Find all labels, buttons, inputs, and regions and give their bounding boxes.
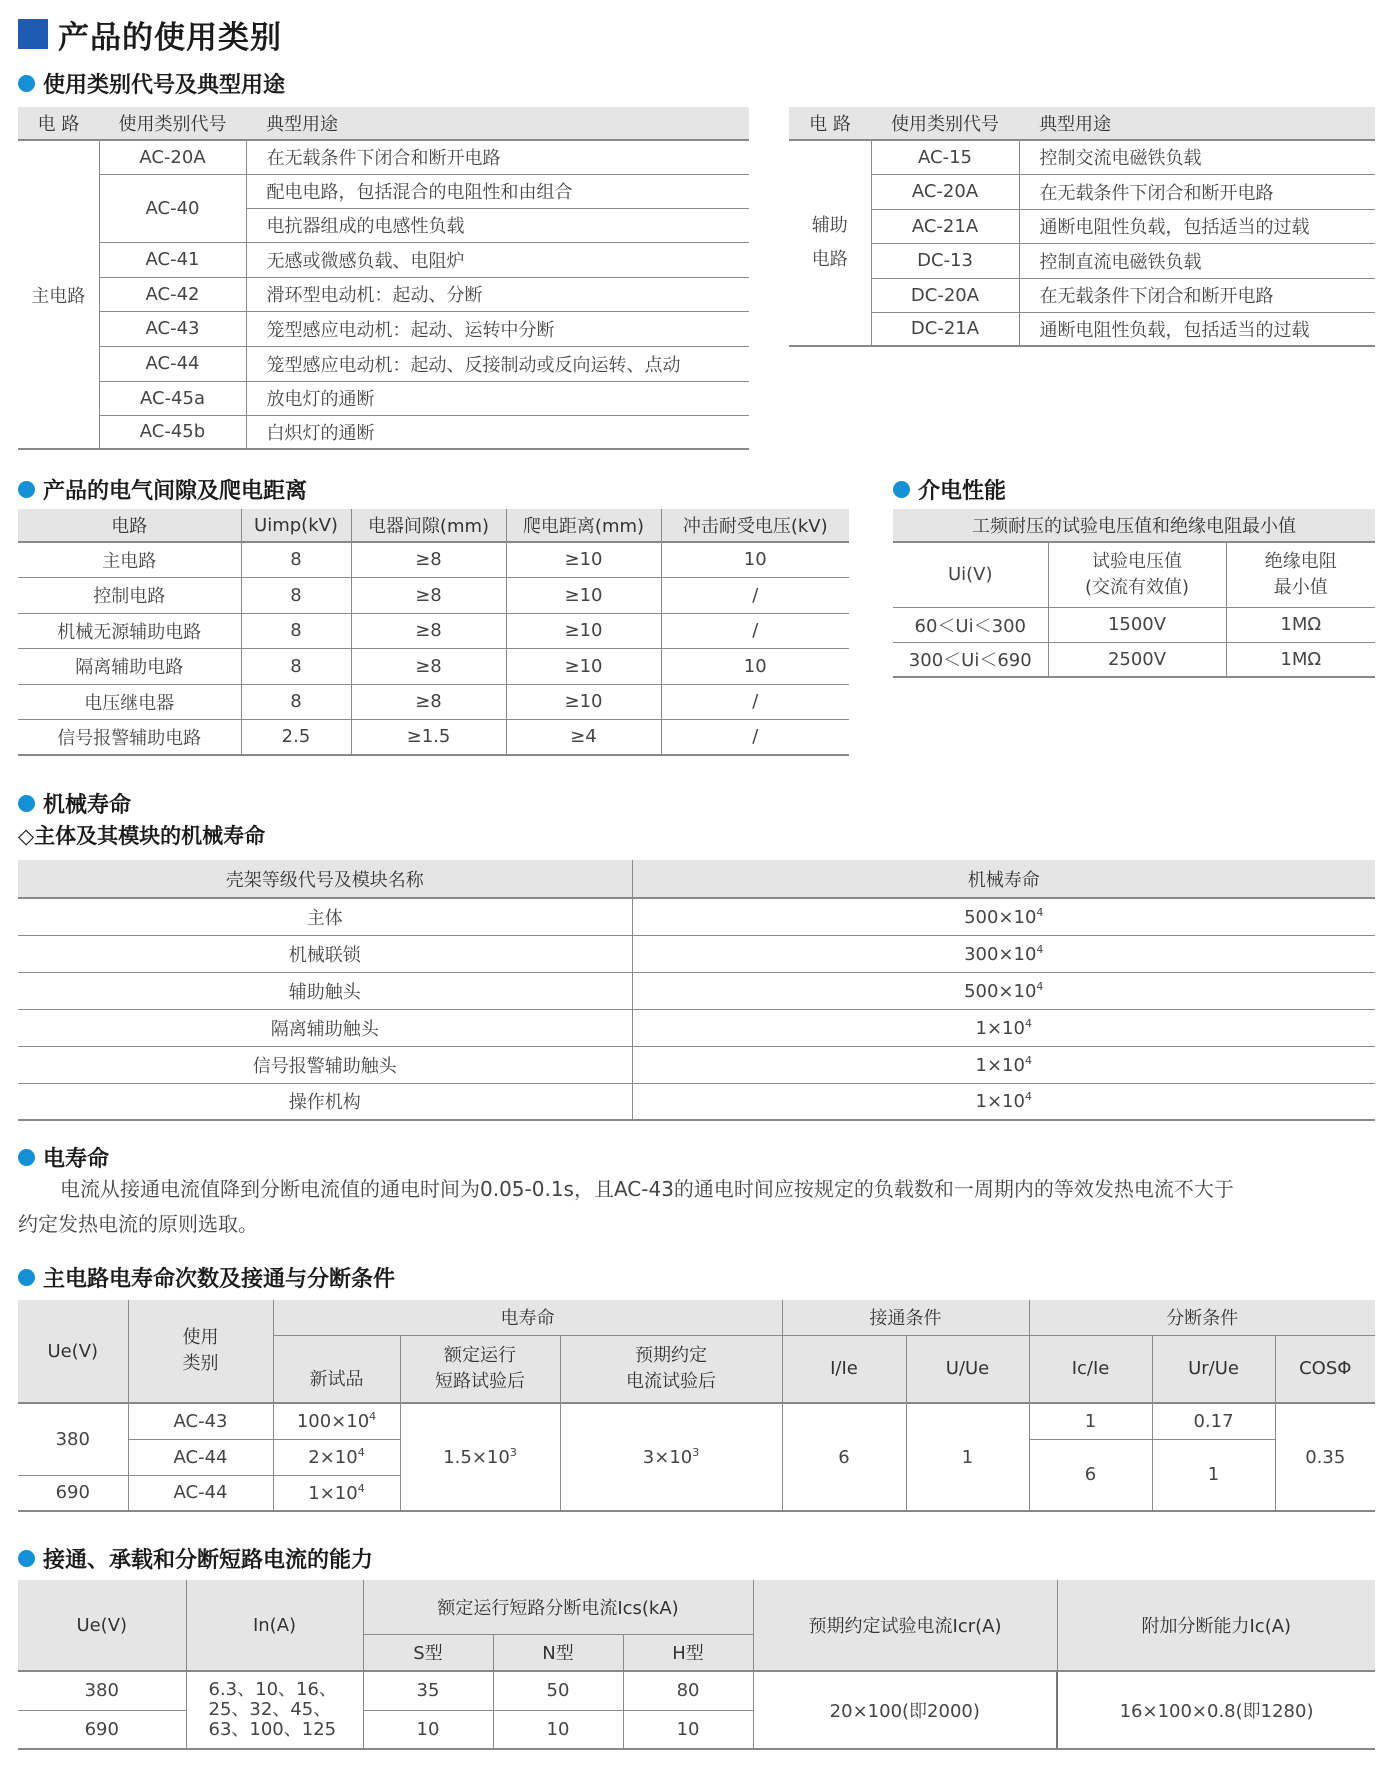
table-row: 380 6.3、10、16、 25、32、45、 63、100、125 35 50 80 20×100(即2000) 16×100×0.8(即1280) <box>18 1671 1375 1710</box>
table-row: 电压继电器 8 ≥8 ≥10 / <box>18 684 849 719</box>
bullet-dot-icon <box>18 1149 35 1166</box>
table-row: 电抗器组成的电感性负载 <box>18 208 749 242</box>
table-row: 辅助 电路 AC-15 控制交流电磁铁负载 <box>789 140 1375 174</box>
table-row: 操作机构 $1\times 10^4$ <box>18 1083 1375 1120</box>
table-row: AC-43 笼型感应电动机：起动、运转中分断 <box>18 311 749 346</box>
mech-life-subtitle: ◇主体及其模块的机械寿命 <box>18 824 266 848</box>
main-circuit-life-table <box>18 1300 1375 1512</box>
table-caption-row: 工频耐压的试验电压值和绝缘电阻最小值 <box>893 509 1375 542</box>
section-dielectric-heading: 介电性能 <box>893 474 1006 505</box>
table-row: 机械联锁 $300\times 10^4$ <box>18 935 1375 972</box>
clearance-table <box>18 509 849 756</box>
table-row: DC-13 控制直流电磁铁负载 <box>789 243 1375 278</box>
section-short-circuit-heading: 接通、承载和分断短路电流的能力 <box>18 1543 373 1574</box>
table-header-row: Ue(V) In(A) 额定运行短路分断电流Ics(kA) 预期约定试验电流Icr(A) 附加分断能力Ic(A) <box>18 1580 1375 1634</box>
table-header-row: 壳架等级代号及模块名称 机械寿命 <box>18 860 1375 898</box>
table-row: 60＜Ui＜300 1500V 1MΩ <box>893 607 1375 642</box>
page-title-text: 产品的使用类别 <box>58 19 282 56</box>
title-square-icon <box>18 19 48 49</box>
bullet-dot-icon <box>893 481 910 498</box>
table-row: 机械无源辅助电路 8 ≥8 ≥10 / <box>18 613 849 648</box>
table-header-row: 电 路 使用类别代号 典型用途 <box>18 107 749 140</box>
table-row: 690 10 10 10 <box>18 1710 1375 1749</box>
section-elec-life-heading: 电寿命 <box>18 1142 109 1173</box>
table-row: AC-45b 白炽灯的通断 <box>18 415 749 449</box>
table-row: 隔离辅助电路 8 ≥8 ≥10 10 <box>18 648 849 684</box>
table-header-row: Ue(V) 使用 类别 电寿命 接通条件 分断条件 <box>18 1300 1375 1335</box>
bullet-dot-icon <box>18 1269 35 1286</box>
table-row: 主体 $500\times 10^4$ <box>18 898 1375 935</box>
table-row: 信号报警辅助触头 $1\times 10^4$ <box>18 1046 1375 1083</box>
table-row: AC-20A 在无载条件下闭合和断开电路 <box>789 174 1375 209</box>
table-row: AC-45a 放电灯的通断 <box>18 381 749 415</box>
short-circuit-table <box>18 1580 1375 1750</box>
table-row: AC-44 $2\times 10^4$ 6 1 <box>18 1439 1375 1475</box>
group-main-circuit: 主电路 <box>18 140 99 449</box>
mech-life-table <box>18 860 1375 1121</box>
table-row: AC-41 无感或微感负载、电阻炉 <box>18 242 749 277</box>
bullet-dot-icon <box>18 75 35 92</box>
group-aux-circuit: 辅助 电路 <box>789 140 871 346</box>
table-row: DC-20A 在无载条件下闭合和断开电路 <box>789 278 1375 312</box>
table-header-row: Ui(V) 试验电压值 (交流有效值) 绝缘电阻 最小值 <box>893 542 1375 607</box>
table-row: 300＜Ui＜690 2500V 1MΩ <box>893 642 1375 677</box>
table-row: 主电路 8 ≥8 ≥10 10 <box>18 542 849 577</box>
dielectric-table <box>893 509 1375 678</box>
table-row: AC-21A 通断电阻性负载，包括适当的过载 <box>789 209 1375 243</box>
section-mech-life-heading: 机械寿命 <box>18 788 131 819</box>
table-row: 380 AC-43 $100\times 10^4$ $1.5\times 10^3$ $3\times 10^3$ 6 1 1 0.17 0.35 <box>18 1403 1375 1439</box>
page-title <box>18 14 282 54</box>
table-row: 主电路 AC-20A 在无载条件下闭合和断开电路 <box>18 140 749 174</box>
table-header-row: S型 N型 H型 <box>18 1634 1375 1671</box>
section-usage-categories-heading: 使用类别代号及典型用途 <box>18 68 285 99</box>
bullet-dot-icon <box>18 481 35 498</box>
usage-categories-table-main <box>18 107 749 450</box>
section-main-circuit-life-heading: 主电路电寿命次数及接通与分断条件 <box>18 1262 395 1293</box>
table-row: 隔离辅助触头 $1\times 10^4$ <box>18 1009 1375 1046</box>
usage-categories-table-aux <box>789 107 1375 347</box>
table-row: AC-40 配电电路，包括混合的电阻性和由组合 <box>18 174 749 208</box>
bullet-dot-icon <box>18 795 35 812</box>
table-header-row: 新试品 额定运行 短路试验后 预期约定 电流试验后 I/Ie U/Ue Ic/Ie Ur/Ue COSΦ <box>18 1335 1375 1403</box>
table-row: AC-44 笼型感应电动机：起动、反接制动或反向运转、点动 <box>18 346 749 381</box>
section-clearance-heading: 产品的电气间隙及爬电距离 <box>18 474 307 505</box>
table-row: 690 AC-44 $1\times 10^4$ <box>18 1475 1375 1511</box>
table-header-row: 电 路 使用类别代号 典型用途 <box>789 107 1375 140</box>
table-row: 信号报警辅助电路 2.5 ≥1.5 ≥4 / <box>18 719 849 755</box>
table-row: 辅助触头 $500\times 10^4$ <box>18 972 1375 1009</box>
table-row: DC-21A 通断电阻性负载，包括适当的过载 <box>789 312 1375 346</box>
bullet-dot-icon <box>18 1550 35 1567</box>
elec-life-paragraph: 电流从接通电流值降到分断电流值的通电时间为0.05-0.1s，且AC-43的通电时间应按规定的负载数和一周期内的等效发热电流不大于 约定发热电流的原则选取。 <box>18 1177 1234 1236</box>
table-row: 控制电路 8 ≥8 ≥10 / <box>18 577 849 613</box>
table-row: AC-42 滑环型电动机：起动、分断 <box>18 277 749 311</box>
table-header-row: 电路 Uimp(kV) 电器间隙(mm) 爬电距离(mm) 冲击耐受电压(kV) <box>18 509 849 542</box>
